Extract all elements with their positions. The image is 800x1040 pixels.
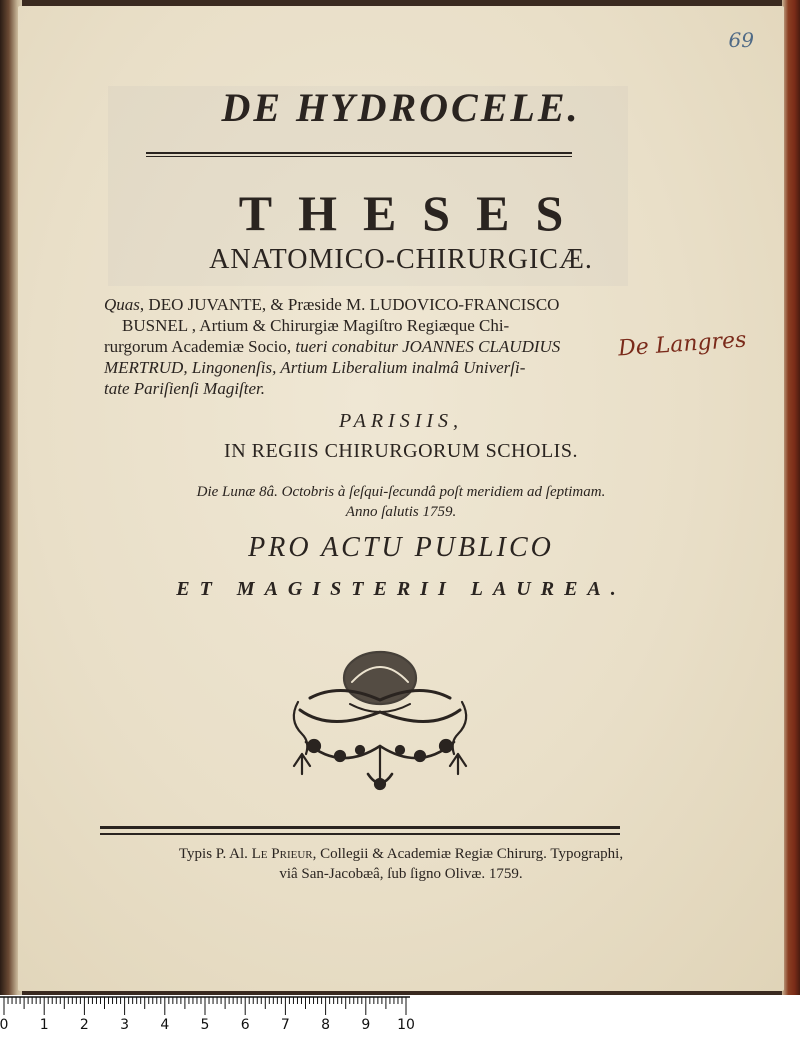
ruler-label: 9 (361, 1017, 371, 1033)
page-number: 69 (728, 28, 754, 52)
date-line: Die Lunæ 8â. Octobris à ſeſqui-ſecundâ poſt meridiem ad ſeptimam. (196, 484, 606, 500)
imprint-address: viâ San-Jacobæâ, ſub ſigno Olivæ. 1759. (279, 866, 523, 882)
printer-ornament-icon (280, 642, 480, 798)
year-line: Anno ſalutis 1759. (345, 504, 457, 520)
ruler-label: 10 (397, 1017, 415, 1033)
ruler-label: 4 (160, 1017, 170, 1033)
ruler-label: 2 (79, 1017, 89, 1033)
imprint-rule (100, 826, 620, 835)
scale-ruler (0, 995, 800, 1040)
ruler-ticks (0, 995, 800, 1019)
ruler-label: 6 (240, 1017, 250, 1033)
book-page (18, 6, 784, 991)
ruler-label: 3 (120, 1017, 130, 1033)
dedication-word: Quas (104, 295, 140, 314)
book-binding-right (782, 0, 800, 995)
ruler-label: 1 (39, 1017, 49, 1033)
degree-line: ET MAGISTERII LAUREA. (176, 578, 626, 600)
handwritten-annotation: De Langres (617, 327, 748, 362)
page-title: DE HYDROCELE. (221, 85, 581, 130)
ruler-label: 0 (0, 1017, 9, 1033)
occasion-line: PRO ACTU PUBLICO (248, 532, 554, 563)
title-rule (146, 152, 572, 157)
ruler-label: 8 (321, 1017, 331, 1033)
heading: THESES (238, 185, 590, 241)
place-line: PARISIIS, (338, 410, 464, 432)
imprint-line: Typis P. Al. Le Prieur, Collegii & Academiæ Regiæ Chirurg. Typographi, (178, 846, 624, 862)
ruler-label: 5 (200, 1017, 210, 1033)
dedication-paragraph: Quas, DEO JUVANTE, & Præside M. LUDOVICO-FRANCISCO BUSNEL , Artium & Chirurgiæ Magiſtro Regiæque Chi- rurgorum Academiæ Socio, tueri conabitur JOANNES CLAUDIUS MERTRUD, Lingonenſis, Artium Liberalium inalmâ Univerſi- tate Pariſienſi Magiſter. (104, 295, 561, 398)
subheading: ANATOMICO-CHIRURGICÆ. (209, 244, 593, 275)
venue-line: IN REGIIS CHIRURGORUM SCHOLIS. (224, 440, 578, 462)
ruler-label: 7 (280, 1017, 290, 1033)
